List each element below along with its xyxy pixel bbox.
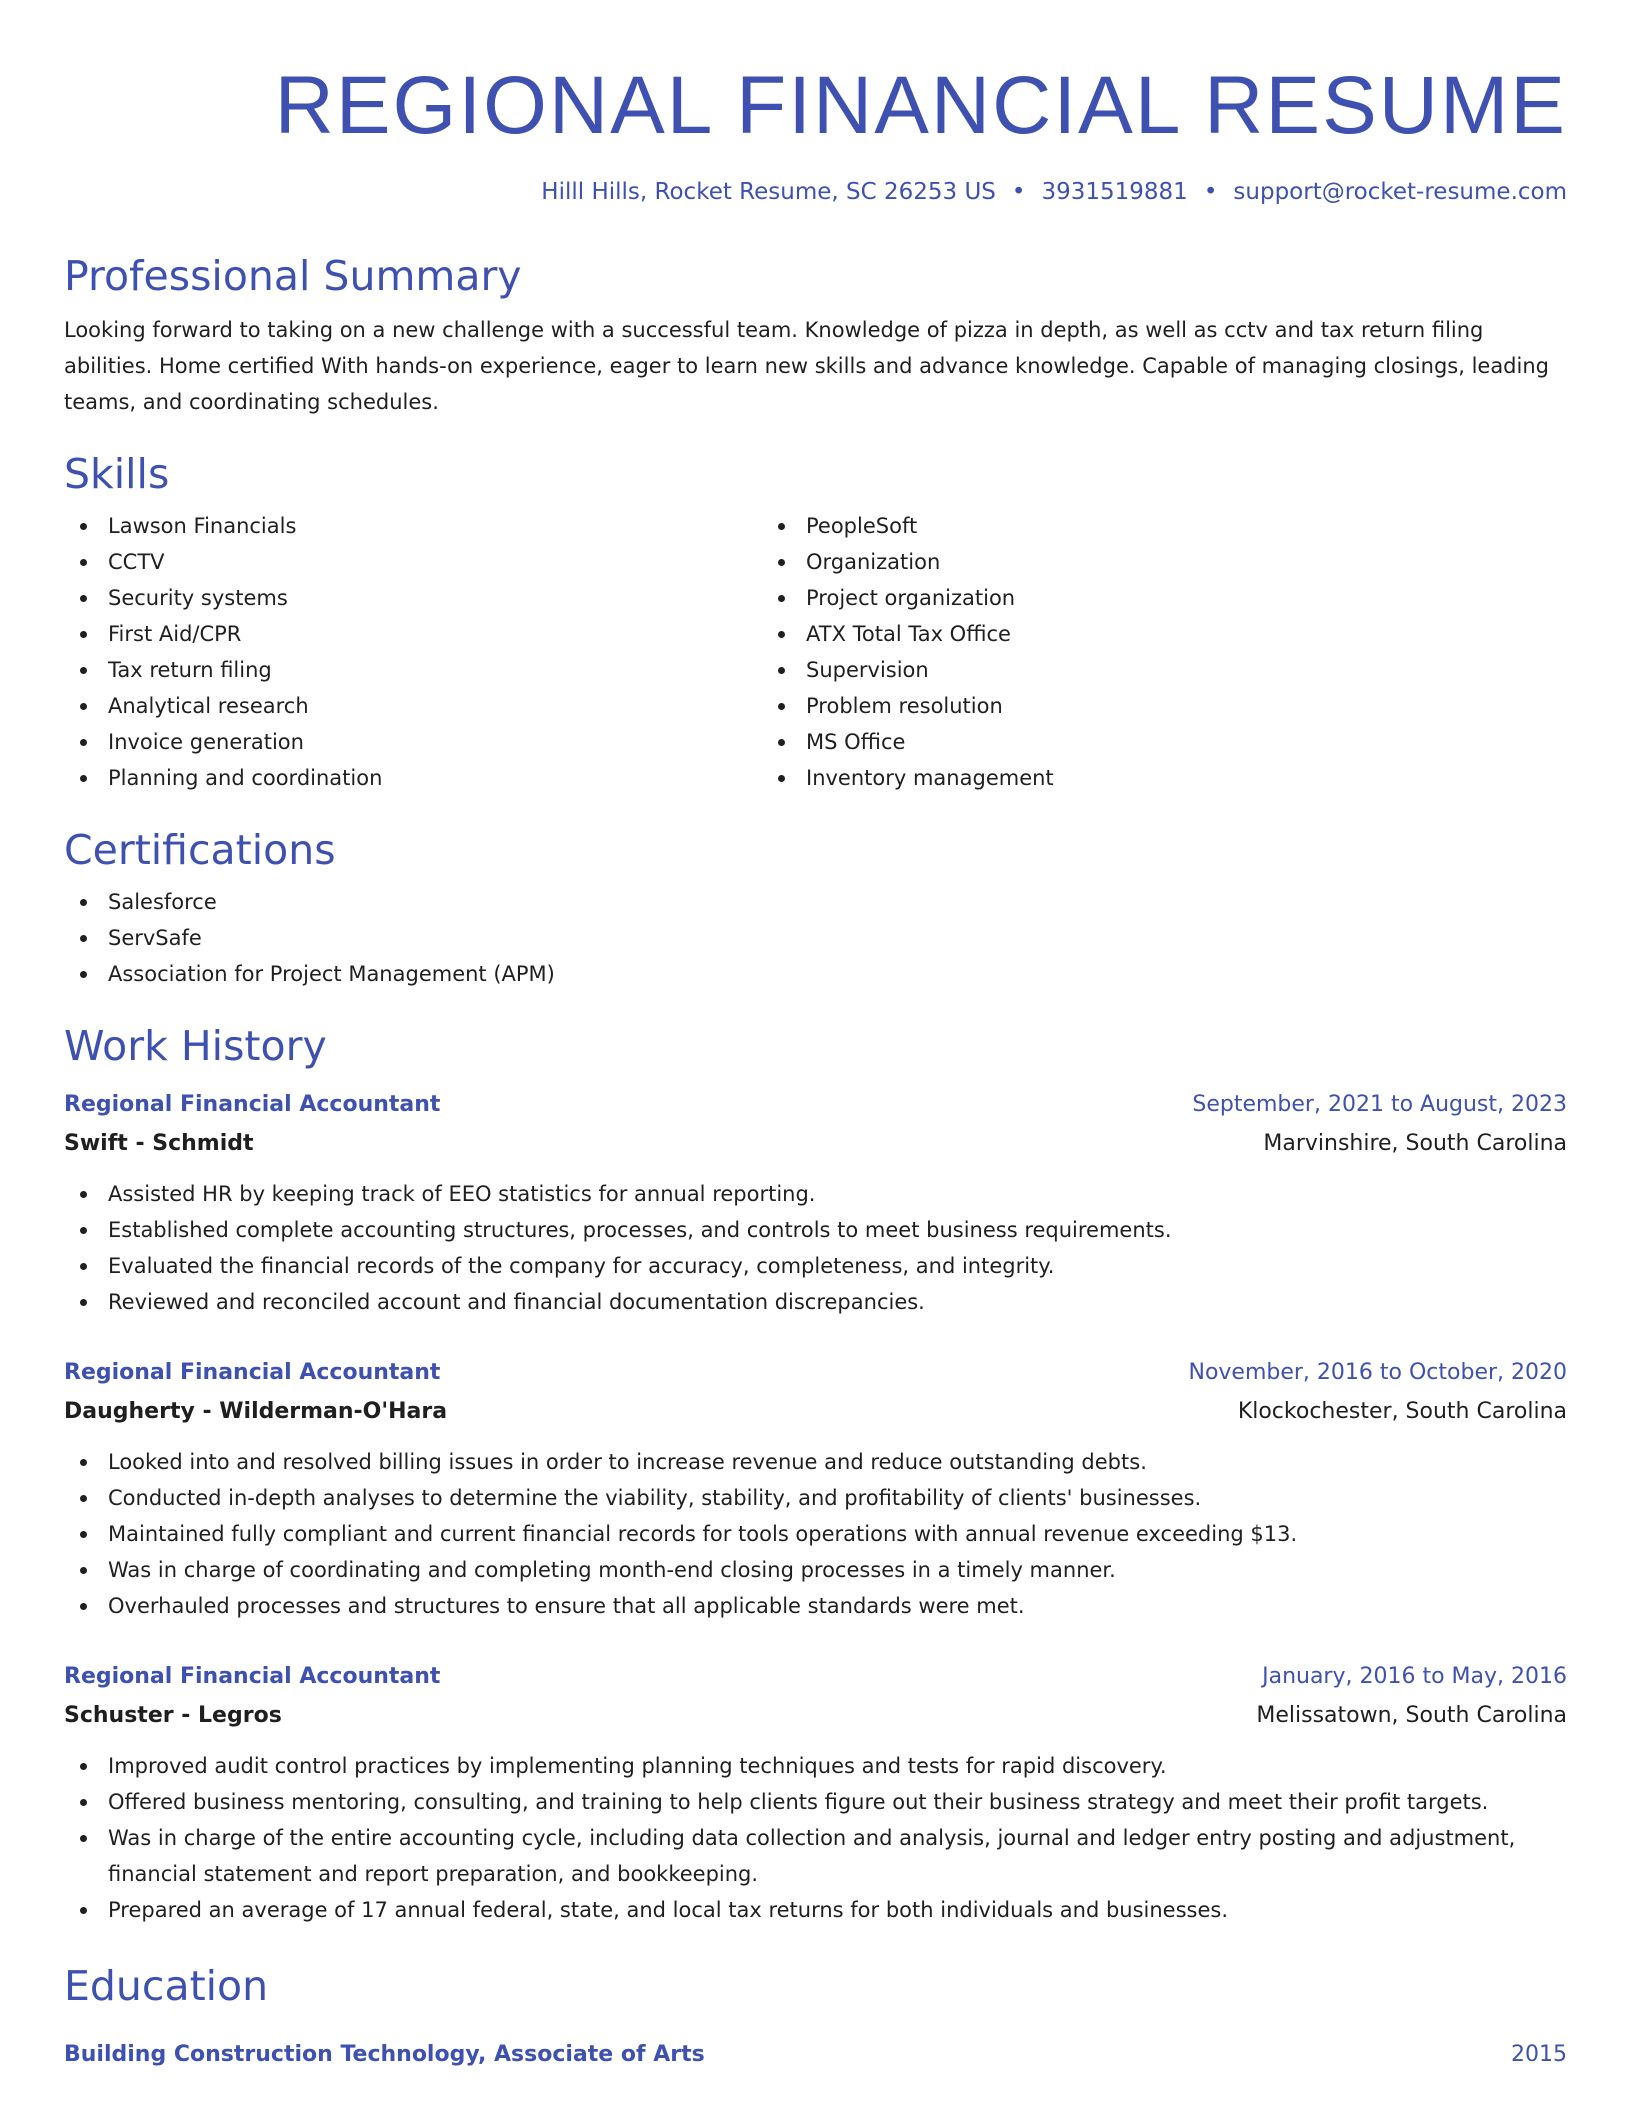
- skill-item: ATX Total Tax Office: [806, 616, 1054, 652]
- job-dates: January, 2016 to May, 2016: [1262, 1664, 1567, 1689]
- contact-address: Hilll Hills, Rocket Resume, SC 26253 US: [541, 179, 996, 205]
- job-company: Swift - Schmidt: [64, 1131, 254, 1156]
- certifications-heading: Certifications: [64, 826, 336, 874]
- job-entry: [64, 1354, 1567, 1624]
- skill-item: Analytical research: [108, 688, 762, 724]
- skills-column-right: [762, 508, 1054, 796]
- job-bullet: Was in charge of coordinating and completing month-end closing processes in a timely manner.: [108, 1552, 1567, 1588]
- contact-separator: •: [1203, 179, 1218, 205]
- job-bullet: Overhauled processes and structures to ensure that all applicable standards were met.: [108, 1588, 1567, 1624]
- job-bullet: Improved audit control practices by implementing planning techniques and tests for rapid discovery.: [108, 1748, 1567, 1784]
- skill-item: Lawson Financials: [108, 508, 762, 544]
- job-entry: [64, 1086, 1567, 1320]
- skill-item: Project organization: [806, 580, 1054, 616]
- job-location: Melissatown, South Carolina: [1256, 1703, 1567, 1728]
- skill-item: Organization: [806, 544, 1054, 580]
- skills-heading: Skills: [64, 450, 170, 498]
- education-entry: [64, 2036, 1567, 2074]
- certifications-list: [64, 884, 1567, 992]
- contact-line: [64, 176, 1567, 208]
- job-bullet: Looked into and resolved billing issues in order to increase revenue and reduce outstanding debts.: [108, 1444, 1567, 1480]
- job-bullet: Conducted in-depth analyses to determine the viability, stability, and profitability of clients' businesses.: [108, 1480, 1567, 1516]
- contact-separator: •: [1011, 179, 1026, 205]
- job-bullet: Prepared an average of 17 annual federal, state, and local tax returns for both individuals and businesses.: [108, 1892, 1567, 1928]
- certification-item: ServSafe: [108, 920, 1567, 956]
- summary-text: Looking forward to taking on a new challenge with a successful team. Knowledge of pizza in depth, as well as cctv and tax return filing abilities. Home certified With hands-on experience, eager to learn new skills and advance knowledge. Capable of managing closings, leading teams, and coordinating schedules.: [64, 318, 1549, 414]
- contact-email[interactable]: support@rocket-resume.com: [1233, 179, 1567, 205]
- skill-item: Inventory management: [806, 760, 1054, 796]
- job-company: Daugherty - Wilderman-O'Hara: [64, 1399, 448, 1424]
- job-bullets: [64, 1444, 1567, 1624]
- job-location: Marvinshire, South Carolina: [1263, 1131, 1567, 1156]
- skill-item: Planning and coordination: [108, 760, 762, 796]
- contact-phone[interactable]: 3931519881: [1041, 179, 1188, 205]
- skill-item: Tax return filing: [108, 652, 762, 688]
- job-bullet: Evaluated the financial records of the company for accuracy, completeness, and integrity.: [108, 1248, 1567, 1284]
- resume-page: [64, 0, 1567, 2074]
- summary-heading: Professional Summary: [64, 252, 522, 300]
- skill-item: MS Office: [806, 724, 1054, 760]
- job-bullet: Established complete accounting structures, processes, and controls to meet business requirements.: [108, 1212, 1567, 1248]
- work-history-heading: Work History: [64, 1022, 327, 1070]
- job-bullet: Maintained fully compliant and current financial records for tools operations with annual revenue exceeding $13.: [108, 1516, 1567, 1552]
- job-bullet: Offered business mentoring, consulting, and training to help clients figure out their business strategy and meet their profit targets.: [108, 1784, 1567, 1820]
- job-bullet: Reviewed and reconciled account and financial documentation discrepancies.: [108, 1284, 1567, 1320]
- skills-list: [64, 508, 1567, 796]
- skill-item: Supervision: [806, 652, 1054, 688]
- job-entry: [64, 1658, 1567, 1928]
- certification-item: Salesforce: [108, 884, 1567, 920]
- education-degree: Building Construction Technology, Associate of Arts: [64, 2042, 705, 2067]
- skill-item: Security systems: [108, 580, 762, 616]
- job-title: Regional Financial Accountant: [64, 1360, 441, 1385]
- resume-header: [64, 58, 1567, 208]
- job-dates: November, 2016 to October, 2020: [1188, 1360, 1567, 1385]
- job-location: Klockochester, South Carolina: [1237, 1399, 1567, 1424]
- job-bullets: [64, 1176, 1567, 1320]
- job-dates: September, 2021 to August, 2023: [1192, 1092, 1567, 1117]
- job-bullet: Assisted HR by keeping track of EEO statistics for annual reporting.: [108, 1176, 1567, 1212]
- skills-column-left: [64, 508, 762, 796]
- skill-item: Problem resolution: [806, 688, 1054, 724]
- education-year: 2015: [1511, 2042, 1567, 2067]
- job-bullets: [64, 1748, 1567, 1928]
- skill-item: CCTV: [108, 544, 762, 580]
- skill-item: Invoice generation: [108, 724, 762, 760]
- job-company: Schuster - Legros: [64, 1703, 282, 1728]
- skill-item: PeopleSoft: [806, 508, 1054, 544]
- job-bullet: Was in charge of the entire accounting cycle, including data collection and analysis, journal and ledger entry posting and adjustment, financial statement and report preparation, and bookkeeping.: [108, 1820, 1567, 1892]
- education-heading: Education: [64, 1962, 269, 2010]
- job-title: Regional Financial Accountant: [64, 1664, 441, 1689]
- resume-name: REGIONAL FINANCIAL RESUME: [274, 60, 1567, 151]
- skill-item: First Aid/CPR: [108, 616, 762, 652]
- job-title: Regional Financial Accountant: [64, 1092, 441, 1117]
- certification-item: Association for Project Management (APM): [108, 956, 1567, 992]
